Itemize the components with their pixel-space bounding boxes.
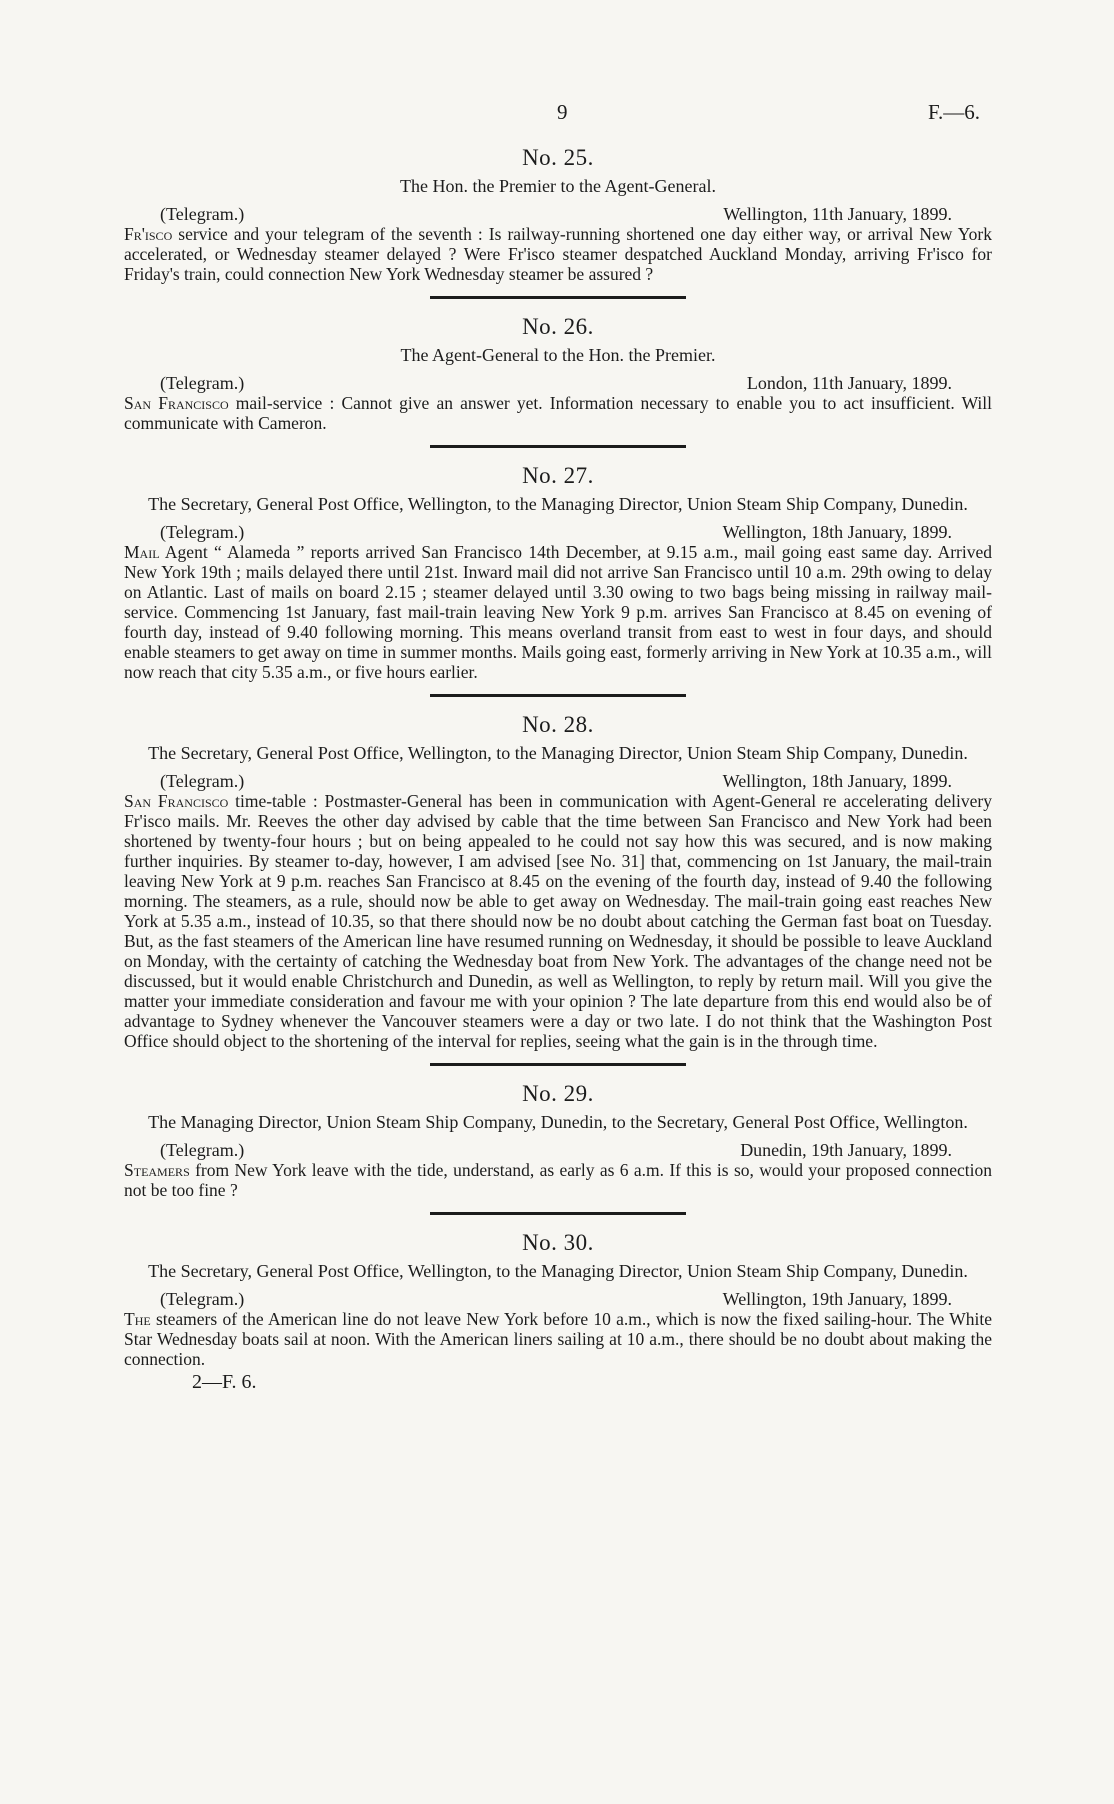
telegram-line	[124, 204, 992, 224]
section-no-29	[124, 1080, 992, 1200]
lead-word: San Francisco	[124, 393, 229, 413]
section-no-25	[124, 144, 992, 284]
telegram-line	[124, 373, 992, 393]
telegram-label: (Telegram.)	[160, 522, 245, 542]
telegram-label: (Telegram.)	[160, 771, 245, 791]
section-heading: The Hon. the Premier to the Agent-General.	[400, 176, 716, 196]
page-number: 9	[557, 100, 568, 124]
place-date: Dunedin, 19th January, 1899.	[740, 1140, 952, 1160]
telegram-text	[124, 791, 992, 1051]
lead-word: The	[124, 1309, 151, 1329]
section-heading: The Agent-General to the Hon. the Premier.	[400, 345, 716, 365]
telegram-body: Agent “ Alameda ” reports arrived San Francisco 14th December, at 9.15 a.m., mail going east same day. Arrived New York 19th ; mails delayed there until 21st. Inward mail did not arrive San Francisco until 10 a.m. 29th owing to delay on Atlantic. Last of mails on board 2.15 ; steamer delayed until 3.30 owing to two bags being missing in railway mail-service. Commencing 1st January, fast mail-train leaving New York 9 p.m. arrives San Francisco at 8.45 on evening of fourth day, instead of 9.40 following morning. This means overland transit from east to west in four days, and should enable steamers to get away on time in summer months. Mails going east, formerly arriving in New York at 10.35 a.m., will now reach that city 5.35 a.m., or five hours earlier.	[124, 542, 992, 682]
document-body	[124, 144, 992, 1394]
section-number: No. 27.	[522, 463, 594, 488]
section-no-26	[124, 313, 992, 433]
section-no-28	[124, 711, 992, 1051]
telegram-label: (Telegram.)	[160, 1140, 245, 1160]
telegram-line	[124, 1289, 992, 1309]
section-number: No. 29.	[522, 1081, 594, 1106]
place-date: Wellington, 11th January, 1899.	[723, 204, 952, 224]
telegram-line	[124, 1140, 992, 1160]
telegram-text	[124, 224, 992, 284]
section-divider	[430, 445, 686, 448]
section-no-30	[124, 1229, 992, 1369]
telegram-label: (Telegram.)	[160, 373, 245, 393]
telegram-text	[124, 542, 992, 682]
telegram-text	[124, 1160, 992, 1200]
place-date: Wellington, 18th January, 1899.	[722, 771, 952, 791]
telegram-body: from New York leave with the tide, understand, as early as 6 a.m. If this is so, would your proposed connection not be too fine ?	[124, 1160, 992, 1200]
place-date: Wellington, 18th January, 1899.	[722, 522, 952, 542]
telegram-body: service and your telegram of the seventh : Is railway-running shortened one day either way, or arrival New York accelerated, or Wednesday steamer delayed ? Were Fr'isco steamer despatched Auckland Monday, arriving Fr'isco for Friday's train, could connection New York Wednesday steamer be assured ?	[124, 224, 992, 284]
section-number: No. 30.	[522, 1230, 594, 1255]
lead-word: Mail	[124, 542, 160, 562]
lead-word: San Francisco	[124, 791, 229, 811]
telegram-label: (Telegram.)	[160, 1289, 245, 1309]
section-number: No. 25.	[522, 145, 594, 170]
telegram-line	[124, 522, 992, 542]
section-divider	[430, 1212, 686, 1215]
section-heading: The Secretary, General Post Office, Wellington, to the Managing Director, Union Steam Ship Company, Dunedin.	[148, 1261, 968, 1281]
lead-word: Steamers	[124, 1160, 190, 1180]
section-divider	[430, 296, 686, 299]
telegram-text	[124, 1309, 992, 1369]
section-number: No. 28.	[522, 712, 594, 737]
signature-mark: 2—F. 6.	[192, 1371, 257, 1393]
section-heading: The Managing Director, Union Steam Ship Company, Dunedin, to the Secretary, General Post Office, Wellington.	[148, 1112, 968, 1132]
section-divider	[430, 1063, 686, 1066]
telegram-body: time-table : Postmaster-General has been in communication with Agent-General re accelerating delivery Fr'isco mails. Mr. Reeves the other day advised by cable that the time between San Francisco and New York had been shortened by twenty-four hours ; but on being appealed to he could not say how this was secured, and is now making further inquiries. By steamer to-day, however, I am advised [see No. 31] that, commencing on 1st January, the mail-train leaving New York at 9 p.m. reaches San Francisco at 8.45 on the evening of the fourth day, instead of 9.40 the following morning. The steamers, as a rule, should now be able to get away on Wednesday. The mail-train going east reaches New York at 5.35 a.m., instead of 10.35, so that there should now be no doubt about catching the German fast boat on Tuesday. But, as the fast steamers of the American line have resumed running on Wednesday, it should be possible to leave Auckland on Monday, with the certainty of catching the Wednesday boat from New York. The advantages of the change need not be discussed, but it would enable Christchurch and Dunedin, as well as Wellington, to reply by return mail. Will you give the matter your immediate consideration and favour me with your opinion ? The late departure from this end would also be of advantage to Sydney whenever the Vancouver steamers were a day or two late. I do not think that the Washington Post Office should object to the shortening of the interval for replies, seeing what the gain is in the through time.	[124, 791, 992, 1051]
place-date: Wellington, 19th January, 1899.	[722, 1289, 952, 1309]
section-number: No. 26.	[522, 314, 594, 339]
telegram-body: mail-service : Cannot give an answer yet. Information necessary to enable you to act insufficient. Will communicate with Cameron.	[124, 393, 992, 433]
section-divider	[430, 694, 686, 697]
telegram-label: (Telegram.)	[160, 204, 245, 224]
section-heading: The Secretary, General Post Office, Wellington, to the Managing Director, Union Steam Ship Company, Dunedin.	[148, 494, 968, 514]
place-date: London, 11th January, 1899.	[746, 373, 952, 393]
section-heading: The Secretary, General Post Office, Wellington, to the Managing Director, Union Steam Ship Company, Dunedin.	[148, 743, 968, 763]
telegram-text	[124, 393, 992, 433]
page-reference: F.—6.	[928, 100, 980, 124]
lead-word: Fr'isco	[124, 224, 173, 244]
telegram-line	[124, 771, 992, 791]
section-no-27	[124, 462, 992, 682]
telegram-body: steamers of the American line do not leave New York before 10 a.m., which is now the fixed sailing-hour. The White Star Wednesday boats sail at noon. With the American liners sailing at 10 a.m., there should be no doubt about making the connection.	[124, 1309, 992, 1369]
